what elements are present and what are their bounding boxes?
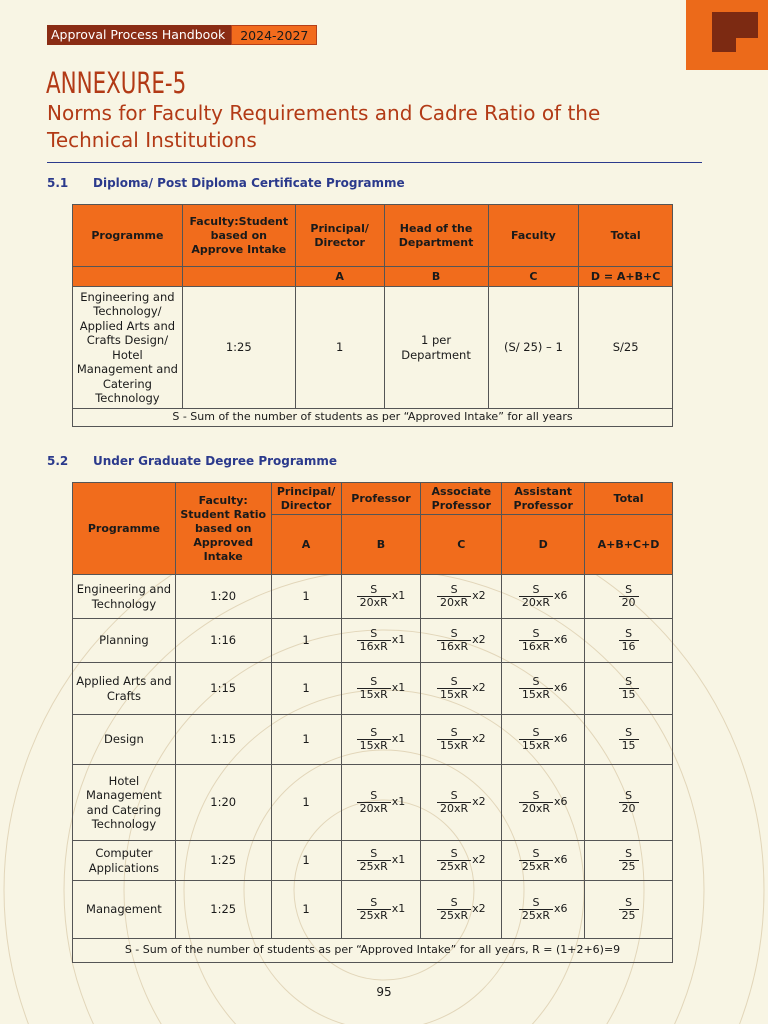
fraction: [619, 628, 639, 653]
numerator: S: [532, 726, 540, 739]
principal-cell: 1: [271, 619, 341, 663]
col-header: Programme: [73, 483, 176, 575]
fraction: [519, 727, 553, 752]
table-cell: S/25: [579, 287, 673, 409]
formula-cell: [502, 619, 585, 663]
col-subheader: D: [502, 515, 585, 575]
fraction: [437, 628, 471, 653]
total-cell: [585, 619, 673, 663]
principal-cell: 1: [271, 881, 341, 939]
numerator: S: [450, 789, 458, 802]
col-subheader: A: [295, 267, 384, 287]
fraction: [437, 584, 471, 609]
formula-cell: [421, 765, 502, 841]
ratio-cell: 1:20: [175, 765, 271, 841]
denominator: 25: [619, 860, 639, 873]
denominator: 16xR: [357, 640, 391, 653]
denominator: 20xR: [437, 802, 471, 815]
multiplier: x6: [554, 633, 568, 647]
multiplier: x2: [472, 589, 486, 603]
table-header-row: [73, 205, 673, 267]
denominator: 15xR: [519, 688, 553, 701]
principal-cell: 1: [271, 575, 341, 619]
section-5-2-heading: [47, 454, 337, 468]
formula-cell: [341, 715, 421, 765]
formula-cell: [421, 881, 502, 939]
fraction: [437, 848, 471, 873]
formula-cell: [502, 881, 585, 939]
numerator: S: [450, 726, 458, 739]
total-cell: [585, 841, 673, 881]
fraction: [437, 790, 471, 815]
total-cell: [585, 715, 673, 765]
denominator: 25xR: [519, 860, 553, 873]
multiplier: x1: [391, 633, 406, 647]
col-subheader: C: [421, 515, 502, 575]
corner-logo-icon: [686, 0, 768, 70]
multiplier: x1: [391, 589, 406, 603]
col-header: Associate Professor: [421, 483, 502, 515]
programme-cell: Hotel Management and Catering Technology: [73, 765, 176, 841]
fraction: [437, 897, 471, 922]
fraction: [357, 628, 391, 653]
table-cell: 1 per Department: [384, 287, 488, 409]
principal-cell: 1: [271, 841, 341, 881]
table-header-row: [73, 483, 673, 515]
col-subheader: B: [341, 515, 421, 575]
fraction: [619, 727, 639, 752]
numerator: S: [370, 789, 378, 802]
denominator: 15xR: [357, 739, 391, 752]
denominator: 25xR: [437, 860, 471, 873]
formula-cell: [341, 663, 421, 715]
fraction: [619, 790, 639, 815]
handbook-years: 2024-2027: [231, 25, 317, 45]
fraction: [437, 676, 471, 701]
numerator: S: [532, 627, 540, 640]
fraction: [357, 790, 391, 815]
table-row: [73, 619, 673, 663]
col-header: Faculty: Student Ratio based on Approved Intake: [175, 483, 271, 575]
formula-cell: [502, 715, 585, 765]
denominator: 15: [619, 739, 639, 752]
multiplier: x1: [391, 732, 406, 746]
table-cell: 1: [295, 287, 384, 409]
ratio-cell: 1:16: [175, 619, 271, 663]
numerator: S: [625, 847, 633, 860]
denominator: 20: [619, 596, 639, 609]
numerator: S: [450, 847, 458, 860]
formula-cell: [341, 619, 421, 663]
formula-cell: [502, 663, 585, 715]
title-divider: [47, 162, 702, 163]
fraction: [619, 897, 639, 922]
col-header: Total: [585, 483, 673, 515]
multiplier: x2: [472, 853, 486, 867]
programme-cell: Computer Applications: [73, 841, 176, 881]
denominator: 15xR: [519, 739, 553, 752]
multiplier: x6: [554, 681, 568, 695]
ratio-cell: 1:15: [175, 663, 271, 715]
table-note: S - Sum of the number of students as per “Approved Intake” for all years: [73, 409, 673, 427]
fraction: [357, 727, 391, 752]
numerator: S: [625, 627, 633, 640]
table-note-row: [73, 409, 673, 427]
denominator: 16xR: [519, 640, 553, 653]
section-number: 5.2: [47, 454, 69, 468]
numerator: S: [370, 583, 378, 596]
fraction: [519, 584, 553, 609]
numerator: S: [450, 896, 458, 909]
numerator: S: [370, 726, 378, 739]
fraction: [519, 897, 553, 922]
multiplier: x2: [472, 681, 486, 695]
table-cell: 1:25: [182, 287, 295, 409]
denominator: 15: [619, 688, 639, 701]
denominator: 20: [619, 802, 639, 815]
fraction: [619, 676, 639, 701]
denominator: 16: [619, 640, 639, 653]
multiplier: x2: [472, 795, 486, 809]
formula-cell: [421, 575, 502, 619]
principal-cell: 1: [271, 715, 341, 765]
numerator: S: [625, 896, 633, 909]
numerator: S: [450, 627, 458, 640]
principal-cell: 1: [271, 663, 341, 715]
programme-cell: Engineering and Technology: [73, 575, 176, 619]
undergraduate-norms-table: [72, 482, 673, 963]
programme-cell: Management: [73, 881, 176, 939]
total-cell: [585, 663, 673, 715]
denominator: 16xR: [437, 640, 471, 653]
programme-cell: Planning: [73, 619, 176, 663]
denominator: 25xR: [437, 909, 471, 922]
table-row: [73, 287, 673, 409]
formula-cell: [341, 575, 421, 619]
ratio-cell: 1:20: [175, 575, 271, 619]
formula-cell: [421, 619, 502, 663]
multiplier: x6: [554, 795, 568, 809]
multiplier: x1: [391, 681, 406, 695]
multiplier: x1: [391, 902, 406, 916]
numerator: S: [532, 789, 540, 802]
denominator: 20xR: [519, 596, 553, 609]
denominator: 15xR: [437, 739, 471, 752]
denominator: 15xR: [437, 688, 471, 701]
col-subheader: [182, 267, 295, 287]
denominator: 20xR: [357, 802, 391, 815]
table-subheader-row: [73, 267, 673, 287]
total-cell: [585, 765, 673, 841]
denominator: 25: [619, 909, 639, 922]
ratio-cell: 1:25: [175, 881, 271, 939]
annexure-title: ANNEXURE-5: [46, 66, 187, 100]
fraction: [357, 676, 391, 701]
col-subheader: [73, 267, 183, 287]
denominator: 25xR: [519, 909, 553, 922]
numerator: S: [450, 675, 458, 688]
formula-cell: [341, 765, 421, 841]
multiplier: x6: [554, 902, 568, 916]
numerator: S: [532, 896, 540, 909]
denominator: 15xR: [357, 688, 391, 701]
running-header: [47, 25, 317, 45]
fraction: [519, 790, 553, 815]
ratio-cell: 1:25: [175, 841, 271, 881]
col-subheader: D = A+B+C: [579, 267, 673, 287]
section-5-1-heading: [47, 176, 405, 190]
fraction: [357, 584, 391, 609]
numerator: S: [370, 896, 378, 909]
page-subtitle: Norms for Faculty Requirements and Cadre Ratio of the Technical Institutions: [47, 101, 601, 152]
table-row: [73, 881, 673, 939]
formula-cell: [421, 663, 502, 715]
fraction: [519, 628, 553, 653]
numerator: S: [625, 789, 633, 802]
multiplier: x2: [472, 732, 486, 746]
col-header: Assistant Professor: [502, 483, 585, 515]
numerator: S: [625, 583, 633, 596]
multiplier: x2: [472, 633, 486, 647]
handbook-title: Approval Process Handbook: [47, 25, 231, 45]
col-header: Total: [579, 205, 673, 267]
table-cell: (S/ 25) – 1: [488, 287, 579, 409]
multiplier: x6: [554, 589, 568, 603]
diploma-norms-table: [72, 204, 673, 427]
numerator: S: [450, 583, 458, 596]
programme-cell: Applied Arts and Crafts: [73, 663, 176, 715]
multiplier: x1: [391, 795, 406, 809]
numerator: S: [532, 847, 540, 860]
table-row: [73, 715, 673, 765]
multiplier: x1: [391, 853, 406, 867]
denominator: 20xR: [437, 596, 471, 609]
col-subheader: B: [384, 267, 488, 287]
col-subheader: A: [271, 515, 341, 575]
col-subheader: C: [488, 267, 579, 287]
formula-cell: [502, 765, 585, 841]
table-row: [73, 575, 673, 619]
numerator: S: [532, 675, 540, 688]
table-row: [73, 841, 673, 881]
numerator: S: [625, 675, 633, 688]
col-header: Professor: [341, 483, 421, 515]
denominator: 25xR: [357, 860, 391, 873]
numerator: S: [370, 847, 378, 860]
table-row: [73, 663, 673, 715]
page-number: 95: [376, 985, 392, 999]
ratio-cell: 1:15: [175, 715, 271, 765]
col-subheader: A+B+C+D: [585, 515, 673, 575]
numerator: S: [370, 627, 378, 640]
col-header: Faculty: [488, 205, 579, 267]
col-header: Principal/ Director: [271, 483, 341, 515]
fraction: [619, 584, 639, 609]
multiplier: x2: [472, 902, 486, 916]
formula-cell: [341, 881, 421, 939]
principal-cell: 1: [271, 765, 341, 841]
total-cell: [585, 575, 673, 619]
denominator: 20xR: [519, 802, 553, 815]
multiplier: x6: [554, 853, 568, 867]
col-header: Principal/ Director: [295, 205, 384, 267]
section-title: Under Graduate Degree Programme: [93, 454, 338, 468]
fraction: [519, 676, 553, 701]
formula-cell: [421, 715, 502, 765]
table-row: [73, 765, 673, 841]
denominator: 20xR: [357, 596, 391, 609]
formula-cell: [502, 841, 585, 881]
fraction: [519, 848, 553, 873]
col-header: Head of the Department: [384, 205, 488, 267]
table-note: S - Sum of the number of students as per “Approved Intake” for all years, R = (1+2+6)=9: [73, 939, 673, 963]
fraction: [357, 848, 391, 873]
numerator: S: [625, 726, 633, 739]
col-header: Faculty:Student based on Approve Intake: [182, 205, 295, 267]
formula-cell: [502, 575, 585, 619]
col-header: Programme: [73, 205, 183, 267]
fraction: [357, 897, 391, 922]
programme-cell: Design: [73, 715, 176, 765]
section-title: Diploma/ Post Diploma Certificate Programme: [93, 176, 405, 190]
formula-cell: [341, 841, 421, 881]
fraction: [437, 727, 471, 752]
section-number: 5.1: [47, 176, 69, 190]
table-cell: Engineering and Technology/ Applied Arts and Crafts Design/ Hotel Management and Catering Technology: [73, 287, 183, 409]
fraction: [619, 848, 639, 873]
numerator: S: [532, 583, 540, 596]
denominator: 25xR: [357, 909, 391, 922]
numerator: S: [370, 675, 378, 688]
total-cell: [585, 881, 673, 939]
table-note-row: [73, 939, 673, 963]
formula-cell: [421, 841, 502, 881]
multiplier: x6: [554, 732, 568, 746]
